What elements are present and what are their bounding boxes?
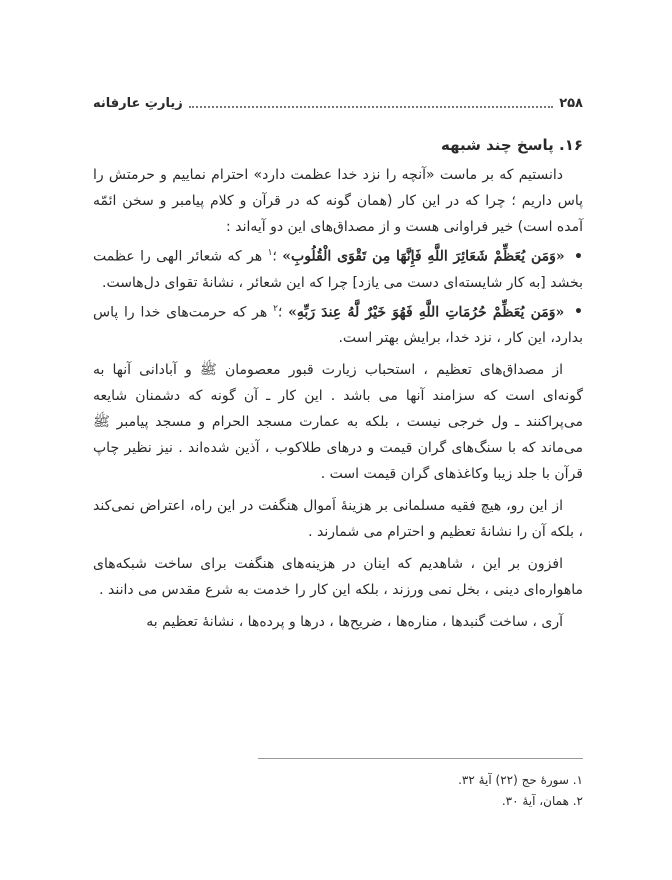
page-number: ۲۵۸ (559, 95, 583, 111)
verse-bullet-2: • «وَمَن يُعَظِّمْ حُرُمَاتِ اللَّهِ فَهُوَ خَيْرٌ لَّهُ عِندَ رَبِّهِ» ؛$^۲$ هر که حرمت‌های خدا را پاس بدارد، این کار ، نزد خدا، برایش بهتر است. (93, 303, 583, 347)
footnote-ref-2: ۲ (273, 303, 278, 314)
footnote-2: ۲. همان، آیهٔ ۳۰. (501, 794, 583, 808)
footnote-separator (258, 758, 583, 759)
paragraph-jurists: از این رو، هیچ فقیه مسلمانی بر هزینهٔ اَموال هنگفت در این راه، اعتراض نمی‌کند ، بلکه آن را نشانهٔ تعظیم و احترام می شمارند . (93, 498, 583, 541)
bullet-marker: • (574, 304, 583, 321)
footnote-1: ۱. سورهٔ حج (۲۲) آیهٔ ۳۲. (458, 773, 583, 787)
footnote-ref-1: ۱ (267, 248, 273, 258)
running-header (93, 93, 583, 113)
section-title: ۱۶. پاسخ چند شبهه (441, 136, 583, 154)
paragraph-intro: دانستیم که بر ماست «آنچه را نزد خدا عظمت دارد» احترام نماییم و حرمتش را پاس داریم ؛ چرا که در این کار (همان گونه که در قرآن و کلام پیامبر و سخن ائمّه آمده است) خیر فراوانی هست و از مصداق‌های این دو آیه‌اند : (93, 167, 583, 235)
verse-bullet-1: • «وَمَن يُعَظِّمْ شَعَائِرَ اللَّهِ فَإِنَّهَا مِن تَقْوَى الْقُلُوبِ» ؛$^۱$ هر که شعائر الهی را عظمت بخشد [به کار شایسته‌ای دست می یازد] چرا که این شعائر ، نشانهٔ تقوای دل‌هاست. (93, 248, 583, 291)
verse-translation-2: هر که حرمت‌های خدا را پاس بدارد، این کار ، نزد خدا، برایش بهتر است. (93, 304, 583, 347)
quran-verse-1: «وَمَن يُعَظِّمْ شَعَائِرَ اللَّهِ فَإِنَّهَا مِن تَقْوَى الْقُلُوبِ» (282, 248, 565, 265)
paragraph-satellite: افزون بر این ، شاهدیم که اینان در هزینه‌های هنگفت برای ساخت شبکه‌های ماهواره‌ای دینی ، بخل نمی ورزند ، بلکه این کار را خدمت به شرع مقدس می دانند . (93, 556, 583, 599)
paragraph-domes: آری ، ساخت گنبدها ، مناره‌ها ، ضریح‌ها ، درها و پرده‌ها ، نشانهٔ تعظیم به (146, 614, 563, 631)
quran-verse-2: «وَمَن يُعَظِّمْ حُرُمَاتِ اللَّهِ فَهُوَ خَيْرٌ لَّهُ عِندَ رَبِّهِ» (288, 304, 565, 321)
body-text (93, 130, 583, 635)
verse-translation-1: هر که شعائر الهی را عظمت بخشد [به کار شایسته‌ای دست می یازد] چرا که این شعائر ، نشانهٔ تقوای دل‌هاست. (93, 248, 583, 291)
header-dot-leader (189, 98, 553, 108)
book-title: زیارتِ عارفانه (93, 95, 183, 111)
paragraph-glorification: از مصداق‌های تعظیم ، استحباب زیارت قبور معصومان ﷺ و آبادانی آنها به گونه‌ای است که سزامند آنها می باشد . این کار ـ آن گونه که دشمنان شایعه می‌پراکنند ـ ول خرجی نیست ، بلکه به عمارت مسجد الحرام و مسجد پیامبر ﷺ می‌ماند که با سنگ‌های گران قیمت و درهای طلاکوب ، آذین شده‌اند . نیز نظیر چاپ قرآن با جلد زیبا وکاغذهای گران قیمت است . (93, 362, 583, 483)
bullet-marker: • (574, 248, 583, 265)
footnotes (93, 770, 583, 812)
